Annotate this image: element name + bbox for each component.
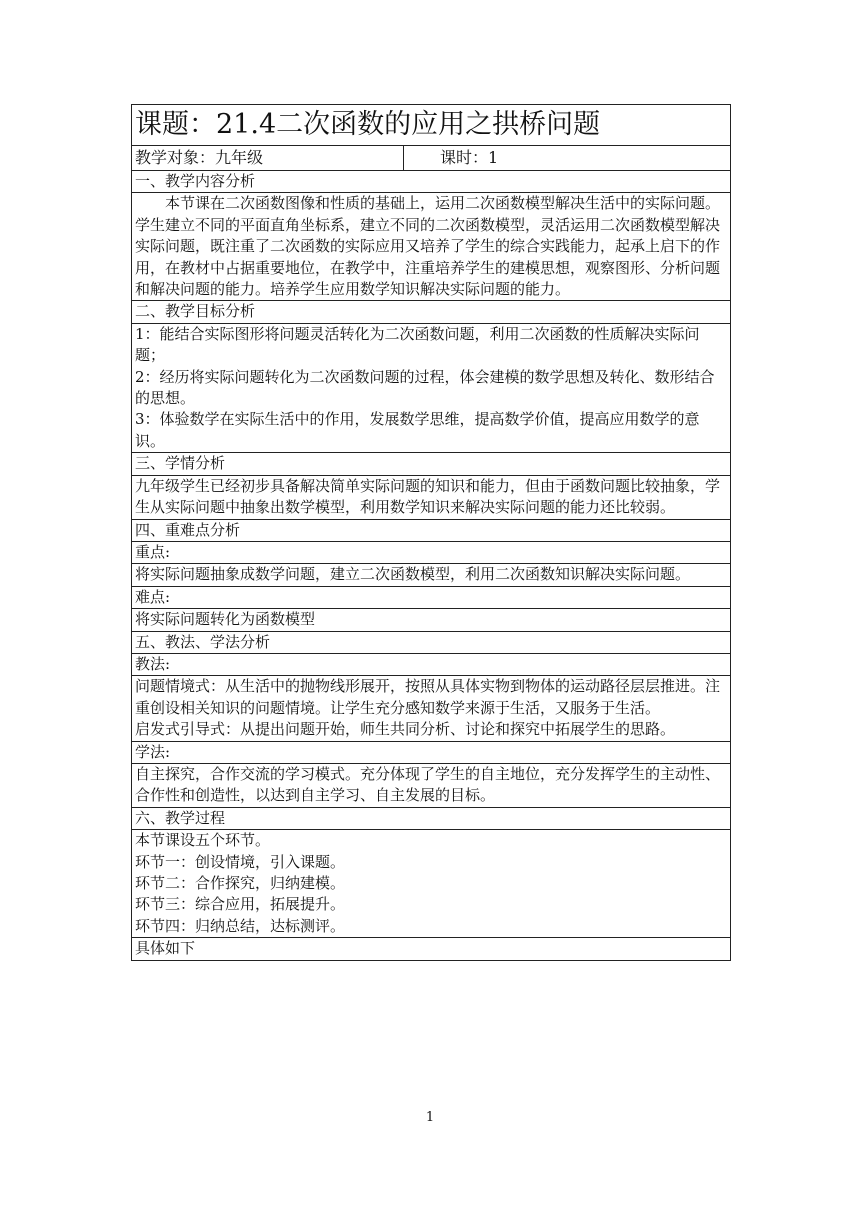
section-heading-methods: 五、教法、学法分析: [132, 631, 731, 653]
difficulty-text: 将实际问题转化为函数模型: [132, 609, 731, 631]
focus-label: 重点:: [132, 541, 731, 563]
content-analysis-text: [132, 193, 731, 301]
section-heading-content: 一、教学内容分析: [132, 171, 731, 193]
learning-method-label: 学法:: [132, 741, 731, 763]
focus-text: 将实际问题抽象成数学问题，建立二次函数模型，利用二次函数知识解决实际问题。: [132, 564, 731, 586]
process-item-5: 环节四：归纳总结，达标测评。: [135, 916, 346, 935]
section-heading-key-points: 四、重难点分析: [132, 519, 731, 541]
process-list: [132, 830, 731, 938]
learner-analysis-text: 九年级学生已经初步具备解决简单实际问题的知识和能力，但由于函数问题比较抽象，学生从实际问题中抽象出数学模型，利用数学知识来解决实际问题的能力还比较弱。: [132, 475, 731, 519]
process-item-2: 环节一：创设情境，引入课题。: [135, 852, 346, 871]
section-heading-learners: 三、学情分析: [132, 453, 731, 475]
class-period: 课时：1: [404, 146, 731, 171]
process-item-3: 环节二：合作探究，归纳建模。: [135, 874, 346, 892]
goal-item-2: 2：经历将实际问题转化为二次函数问题的过程，体会建模的数学思想及转化、数形结合的思想。: [135, 367, 715, 408]
page-number: 1: [425, 1110, 435, 1125]
teaching-method-item-1: 问题情境式：从生活中的抛物线形展开，按照从具体实物到物体的运动路径层层推进。注重创设相关知识的问题情境。让学生充分感知数学来源于生活，又服务于生活。: [135, 677, 721, 717]
learning-method-text: 自主探究，合作交流的学习模式。充分体现了学生的自主地位，充分发挥学生的主动性、合作性和创造性，以达到自主学习、自主发展的目标。: [132, 763, 731, 807]
goals-list: [132, 323, 731, 452]
content-paragraph: 本节课在二次函数图像和性质的基础上，运用二次函数模型解决生活中的实际问题。学生建立不同的平面直角坐标系，建立不同的二次函数模型，灵活运用二次函数模型解决实际问题，既注重了二次函数的实际应用又培养了学生的综合实践能力，起承上启下的作用，在教材中占据重要地位，在教学中，注重培养学生的建模思想，观察图形、分析问题和解决问题的能力。培养学生应用数学知识解决实际问题的能力。: [135, 194, 721, 299]
teaching-audience: 教学对象：九年级: [132, 146, 404, 171]
lesson-plan-table: [131, 104, 731, 961]
teaching-method-label: 教法:: [132, 653, 731, 675]
section-heading-goals: 二、教学目标分析: [132, 301, 731, 323]
teaching-method-item-2: 启发式引导式：从提出问题开始，师生共同分析、讨论和探究中拓展学生的思路。: [135, 720, 676, 739]
difficulty-label: 难点:: [132, 586, 731, 608]
process-closing: 具体如下: [132, 938, 731, 960]
goal-item-1: 1：能结合实际图形将问题灵活转化为二次函数问题，利用二次函数的性质解决实际问题；: [135, 324, 700, 365]
process-item-4: 环节三：综合应用，拓展提升。: [135, 895, 346, 914]
goal-item-3: 3：体验数学在实际生活中的作用，发展数学思维，提高数学价值，提高应用数学的意识。: [135, 410, 700, 450]
process-item-1: 本节课设五个环节。: [135, 831, 271, 850]
lesson-title: 课题：21.4二次函数的应用之拱桥问题: [132, 105, 731, 146]
teaching-methods-list: [132, 676, 731, 741]
section-heading-process: 六、教学过程: [132, 807, 731, 829]
